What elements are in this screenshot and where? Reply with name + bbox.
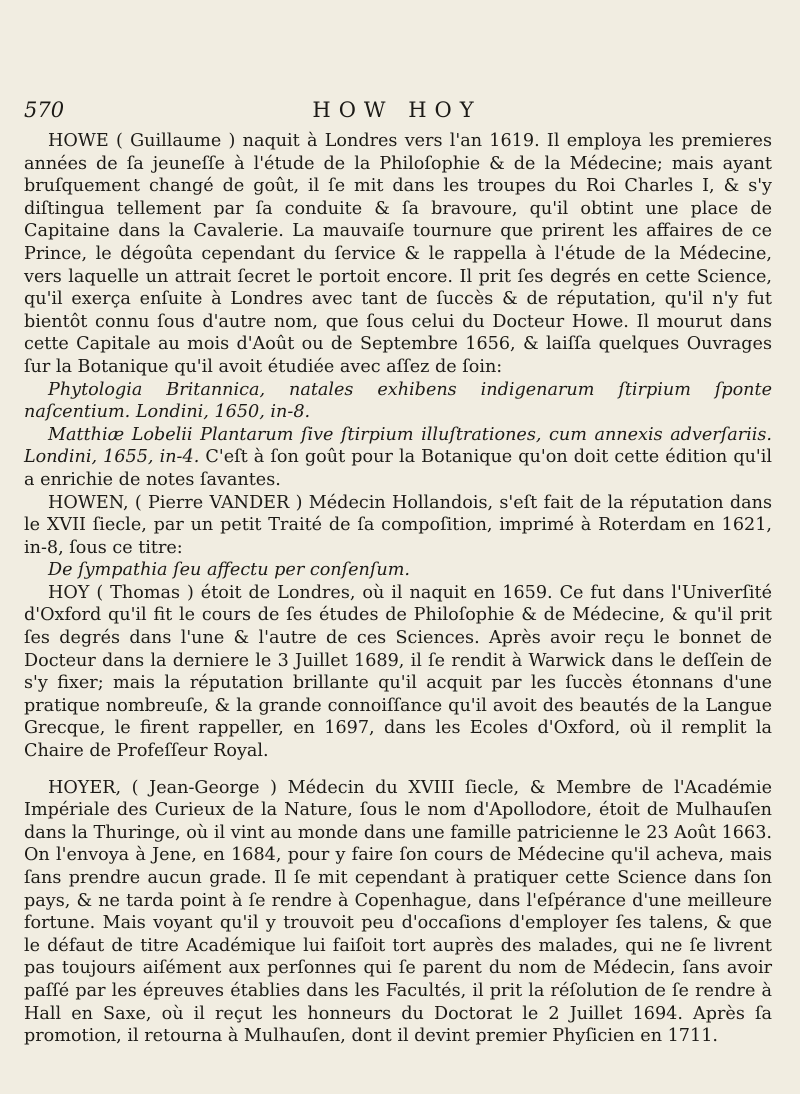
entry-hoy: HOY ( Thomas ) étoit de Londres, où il naquit en 1659. Ce fut dans l'Univerſité d'Oxford qu'il fit le cours de ſes études de Philoſophie & de Médecine, & qu'il prit ſes degrés dans l'une & l'autre de ces Sciences. Après avoir reçu le bonnet de Docteur dans la derniere le 3 Juillet 1689, il ſe rendit à Warwick dans le deſſein de s'y fixer; mais la réputation brillante qu'il acquit par les ſuccès étonnans d'une pratique nombreuſe, & la grande connoiſſance qu'il avoit des beautés de la Langue Grecque, le firent rappeller, en 1697, dans les Ecoles d'Oxford, où il remplit la Chaire de Profeſſeur Royal. — [24, 582, 772, 762]
work-title: Phytologia Britannica, natales exhibens indigenarum ſtirpium ſponte naſcentium. Londini, 1650, in-8. — [24, 379, 772, 423]
work-phytologia — [24, 379, 772, 424]
entry-howe: HOWE ( Guillaume ) naquit à Londres vers l'an 1619. Il employa les premieres années de ſa jeuneſſe à l'étude de la Philoſophie & de la Médecine; mais ayant bruſquement changé de goût, il ſe mit dans les troupes du Roi Charles I, & s'y diſtingua tellement par ſa conduite & ſa bravoure, qu'il obtint une place de Capitaine dans la Cavalerie. La mauvaiſe tournure que prirent les affaires de ce Prince, le dégoûta cependant du ſervice & le rappella à l'étude de la Médecine, vers laquelle un attrait ſecret le portoit encore. Il prit ſes degrés en cette Science, qu'il exerça enſuite à Londres avec tant de ſuccès & de réputation, qu'il n'y fut bientôt connu ſous d'autre nom, que ſous celui du Docteur Howe. Il mourut dans cette Capitale au mois d'Août ou de Septembre 1656, & laiſſa quelques Ouvrages ſur la Botanique qu'il avoit étudiée avec aſſez de ſoin: — [24, 131, 772, 377]
work-lobelii — [24, 424, 772, 492]
work-note: C'eſt à ſon goût pour la Botanique qu'on doit cette édition qu'il a enrichie de notes ſavantes. — [24, 447, 773, 490]
entry-howen: HOWEN, ( Pierre VANDER ) Médecin Hollandois, s'eſt fait de la réputation dans le XVII ſiecle, par un petit Traité de ſa compoſition, imprimé à Roterdam en 1621, in-8, ſous ce titre: — [24, 492, 772, 558]
page-number: 570 — [24, 98, 65, 122]
running-title: HOW HOY — [312, 98, 482, 122]
entry-hoyer: HOYER, ( Jean-George ) Médecin du XVIII ſiecle, & Membre de l'Académie Impériale des Curieux de la Nature, ſous le nom d'Apollodore, étoit de Mulhauſen dans la Thuringe, où il vint au monde dans une famille patricienne le 23 Août 1663. On l'envoya à Jene, en 1684, pour y faire ſon cours de Médecine qu'il acheva, mais ſans prendre aucun grade. Il ſe mit cependant à pratiquer cette Science dans ſon pays, & ne tarda point à ſe rendre à Copenhague, dans l'eſpérance d'une meilleure fortune. Mais voyant qu'il y trouvoit peu d'occaſions d'employer ſes talens, & que le défaut de titre Académique lui faiſoit tort auprès des malades, qui ne ſe livrent pas toujours aiſément aux perſonnes qui ſe parent du nom de Médecin, ſans avoir paſſé par les épreuves établies dans les Facultés, il prit la réſolution de ſe rendre à Hall en Saxe, où il reçut les honneurs du Doctorat le 2 Juillet 1694. Après ſa promotion, il retourna à Mulhauſen, dont il devint premier Phyſicien en 1711. — [24, 777, 772, 1047]
work-title: De ſympathia ſeu affectu per conſenſum. — [48, 560, 410, 581]
work-de-sympathia — [24, 559, 772, 582]
page-body — [24, 130, 772, 1048]
running-header — [24, 98, 770, 130]
work-title: Matthiæ Lobelii Plantarum ſive ſtirpium illuſtrationes, cum annexis adverſariis. Londini, 1655, in-4. — [24, 424, 772, 468]
